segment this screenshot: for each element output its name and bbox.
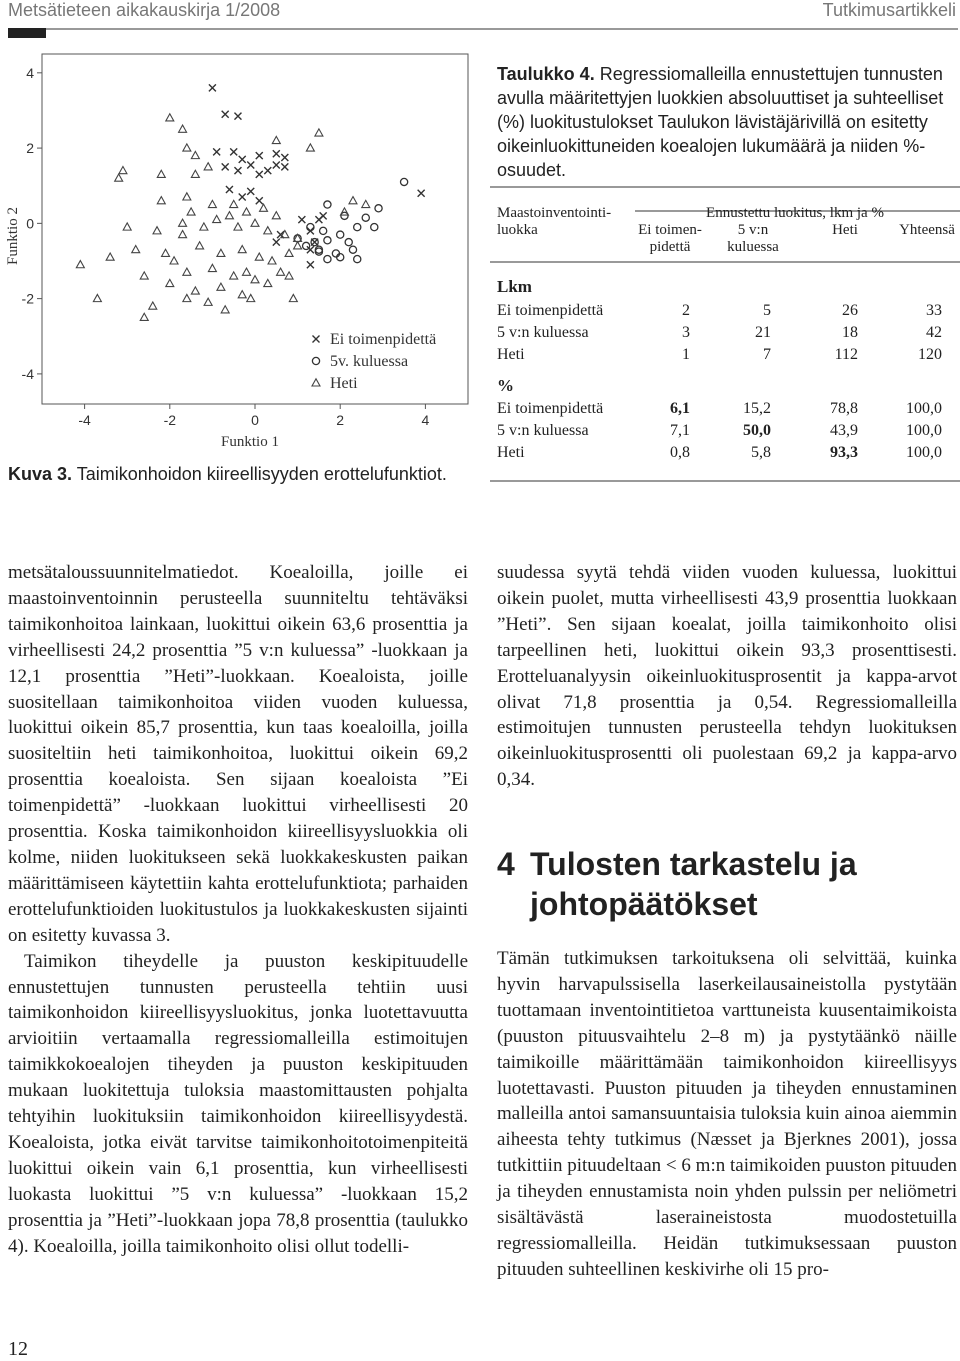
body-column-left: [8, 560, 468, 1259]
triangle-marker: [285, 272, 293, 279]
triangle-marker: [217, 249, 225, 256]
lkm-row-label: Ei toimenpidettä: [497, 302, 604, 319]
triangle-marker: [179, 125, 187, 132]
triangle-marker: [115, 174, 123, 181]
triangle-marker: [264, 227, 272, 234]
triangle-marker: [213, 215, 221, 222]
percent-rows: [497, 400, 942, 461]
x-tick-label: -4: [78, 412, 91, 428]
journal-title: Metsätieteen aikakauskirja 1/2008: [8, 0, 281, 20]
triangle-marker: [140, 313, 148, 320]
circle-marker: [401, 178, 408, 185]
triangle-marker: [162, 249, 170, 256]
triangle-marker: [272, 212, 280, 219]
cross-marker: [239, 194, 246, 201]
plot-border: [42, 54, 468, 404]
section-title: Tulosten tarkastelu ja johtopäätökset: [530, 846, 857, 922]
triangle-marker: [149, 302, 157, 309]
y-tick-label: 2: [26, 140, 34, 157]
triangle-marker: [242, 268, 250, 275]
lkm-row-label: Heti: [497, 346, 525, 363]
table-caption-text: Regressiomalleilla ennustettujen tunnusten avulla määritettyjen luokkien absoluuttiset ja suhteelliset (%) luokitustulokset Taulukon lävistäjärivillä on esitetty oikeinluokittuneiden koealojen lukumäärä ja niiden %-osuudet.: [497, 64, 944, 180]
circle-marker: [320, 227, 327, 234]
table-label: Taulukko 4.: [497, 64, 595, 84]
y-axis-ticks: [22, 65, 42, 382]
triangle-marker: [183, 193, 191, 200]
legend-label: Heti: [330, 375, 358, 392]
triangle-marker: [225, 212, 233, 219]
triangle-marker: [221, 306, 229, 313]
header-col-heti: Heti: [832, 222, 858, 238]
circle-marker: [337, 231, 344, 238]
triangle-marker: [362, 200, 370, 207]
triangle-marker: [349, 197, 357, 204]
triangle-marker: [272, 136, 280, 143]
header-inventory-class-1: Maastoinventointi-: [497, 205, 612, 221]
triangle-marker: [93, 294, 101, 301]
lkm-row-cell: 21: [755, 324, 771, 341]
triangle-marker: [247, 294, 255, 301]
y-tick-label: -4: [21, 365, 34, 382]
header-rule: [8, 28, 958, 30]
x-tick-label: 2: [336, 412, 345, 428]
cross-marker: [256, 171, 263, 178]
triangle-marker: [183, 294, 191, 301]
circle-marker: [307, 224, 314, 231]
legend-triangle-marker: [312, 379, 320, 386]
triangle-marker: [183, 144, 191, 151]
circle-marker: [371, 224, 378, 231]
percent-row-label: 5 v:n kuluessa: [497, 422, 589, 439]
cross-marker: [307, 261, 314, 268]
lkm-row-cell: 26: [842, 302, 858, 319]
cross-marker: [281, 154, 288, 161]
header-col-ei-1: Ei toimen-: [638, 222, 702, 238]
table-caption: [497, 62, 957, 182]
triangle-marker: [315, 129, 323, 136]
percent-row-cell: 93,3: [830, 444, 858, 461]
percent-row-label: Heti: [497, 444, 525, 461]
triangle-marker: [191, 287, 199, 294]
cross-marker: [320, 212, 327, 219]
cross-marker: [273, 162, 280, 169]
section-percent: %: [497, 376, 514, 395]
triangle-marker: [191, 170, 199, 177]
header-col-total: Yhteensä: [899, 222, 955, 238]
triangle-marker: [260, 204, 268, 211]
triangle-marker: [140, 272, 148, 279]
y-tick-label: 0: [26, 215, 34, 232]
triangle-marker: [208, 200, 216, 207]
y-tick-label: 4: [26, 64, 34, 81]
percent-row-cell: 100,0: [906, 400, 942, 417]
lkm-row-cell: 42: [926, 324, 942, 341]
scatter-chart: [0, 40, 480, 470]
percent-row-cell: 100,0: [906, 444, 942, 461]
chart-legend: [312, 331, 436, 392]
circle-marker: [324, 237, 331, 244]
x-tick-label: -2: [163, 412, 177, 428]
lkm-row-cell: 33: [926, 302, 942, 319]
triangle-marker: [268, 257, 276, 264]
triangle-marker: [157, 170, 165, 177]
triangle-marker: [230, 200, 238, 207]
triangle-marker: [106, 253, 114, 260]
x-axis-label: Funktio 1: [221, 434, 279, 450]
triangle-marker: [204, 298, 212, 305]
header-inventory-class-2: luokka: [497, 222, 538, 238]
percent-row-label: Ei toimenpidettä: [497, 400, 604, 417]
cross-marker: [226, 186, 233, 193]
percent-row-cell: 6,1: [670, 400, 690, 417]
triangle-marker: [251, 219, 259, 226]
percent-row-cell: 50,0: [743, 422, 771, 439]
triangle-marker: [183, 268, 191, 275]
circle-marker: [324, 256, 331, 263]
percent-row-cell: 43,9: [830, 422, 858, 439]
header-predicted-group: Ennustettu luokitus, lkm ja %: [706, 205, 884, 221]
triangle-marker: [170, 257, 178, 264]
cross-marker: [222, 111, 229, 118]
body-column-right-continued: [497, 946, 957, 1283]
circle-marker: [375, 205, 382, 212]
cross-marker: [209, 84, 216, 91]
circle-marker: [362, 214, 369, 221]
cross-marker: [264, 167, 271, 174]
triangle-marker: [153, 227, 161, 234]
lkm-row-cell: 5: [763, 302, 771, 319]
circle-marker: [354, 256, 361, 263]
classification-table: [490, 185, 960, 485]
cross-marker: [222, 163, 229, 170]
triangle-marker: [230, 272, 238, 279]
lkm-row-cell: 1: [682, 346, 690, 363]
body-paragraph: metsätaloussuunnitelmatiedot. Koealoilla, joille ei maastoinventoinnin perusteella suunniteltu tehtäväksi taimikonhoitoa lainkaan, luokittui oikein 63,6 prosenttia ja virheellisesti 24,2 prosenttia ”5 v:n kuluessa” -luokkaan ja 12,1 prosenttia ”Heti”-luokkaan. Koealoista, joille suositellaan taimikonhoitoa viiden vuoden kuluessa, luokittui oikein 85,7 prosenttia, kun taas koealoilla, joilla suositeltiin heti taimikonhoitoa, luokittui oikein 69,2 prosenttia koealoista. Sen sijaan koealoista ”Ei toimenpidettä” -luokkaan luokittui virheellisesti 20 prosenttia. Koska taimikonhoidon kiireellisyysluokkia oli kolme, niiden luokitukseen sekä luokkakeskusten paikan määrittämiseen käytettiin kahta erottelufunktiota; parhaiden erottelufunktioiden luokitustulos ja luokkakeskusten sijainti on esitetty kuvassa 3.: [8, 562, 468, 946]
x-tick-label: 0: [251, 412, 259, 428]
triangle-marker: [166, 114, 174, 121]
triangle-marker: [208, 264, 216, 271]
lkm-row-cell: 120: [918, 346, 942, 363]
lkm-rows: [497, 302, 942, 363]
cross-marker: [234, 113, 241, 120]
header-col-5v-1: 5 v:n: [737, 222, 769, 238]
percent-row-cell: 100,0: [906, 422, 942, 439]
triangle-marker: [119, 166, 127, 173]
triangle-marker: [238, 291, 246, 298]
lkm-row-cell: 7: [763, 346, 771, 363]
circle-marker: [303, 242, 310, 249]
cross-marker: [256, 197, 263, 204]
cross-marker: [247, 188, 254, 195]
percent-row-cell: 15,2: [743, 400, 771, 417]
section-number: 4: [497, 846, 515, 882]
triangle-marker: [196, 242, 204, 249]
circle-marker: [345, 239, 352, 246]
triangle-marker: [187, 208, 195, 215]
x-tick-label: 4: [421, 412, 430, 428]
triangle-marker: [166, 279, 174, 286]
circle-marker: [349, 246, 356, 253]
body-paragraph: suudessa syytä tehdä viiden vuoden kuluessa, luokittui oikein puolet, mutta virheellisesti 43,9 prosenttia luokkaan ”Heti”. Sen sijaan koealat, joilla taimikonhoito olisi tarpeellinen heti, luokittui oikein 93,3 prosenttisesti. Erotteluanalyysin oikeinluokitusprosentit ja kappa-arvot olivat 71,8 prosenttia ja 0,54. Regressiomalleilla estimoitujen tunnusten perusteella tehdyn luokituksen oikeinluokitusprosentti oli puolestaan 69,2 ja kappa-arvo 0,34.: [497, 562, 957, 791]
triangle-marker: [191, 151, 199, 158]
figure-label: Kuva 3.: [8, 464, 73, 484]
triangle-marker: [340, 208, 348, 215]
percent-row-cell: 78,8: [830, 400, 858, 417]
triangle-marker: [204, 163, 212, 170]
header-col-ei-2: pidettä: [649, 239, 691, 255]
lkm-row-label: 5 v:n kuluessa: [497, 324, 589, 341]
triangle-marker: [157, 197, 165, 204]
body-column-right: [497, 560, 957, 793]
cross-marker: [247, 162, 254, 169]
percent-row-cell: 0,8: [670, 444, 690, 461]
triangle-marker: [306, 144, 314, 151]
triangle-marker: [277, 268, 285, 275]
cross-marker: [281, 163, 288, 170]
triangle-marker: [234, 223, 242, 230]
cross-marker: [273, 239, 280, 246]
y-axis-label: Funktio 2: [5, 207, 21, 265]
plot-frame: [42, 54, 468, 404]
triangle-marker: [264, 279, 272, 286]
cross-marker: [256, 152, 263, 159]
cross-marker: [239, 156, 246, 163]
triangle-marker: [123, 223, 131, 230]
cross-marker: [234, 167, 241, 174]
body-paragraph: Tämän tutkimuksen tarkoituksena oli selvittää, kuinka hyvin harvapulssisella laserkeilausaineistolla pystytään tuottamaan inventointitietoa varttuneista kuusentaimikoista (puuston pituusvaihtelu 2–8 m) ja pystytäänkö näille taimikoille määrittämään taimikonhoidon kiireellisyys luotettavasti. Puuston pituuden ja tiheyden ennustaminen malleilla antoi samansuuntaisia tuloksia kuin ainoa aiemmin aiheesta tehty tutkimus (Næsset ja Bjerknes 2001), jossa tutkittiin pituudeltaan < 6 m:n taimikoiden puuston pituuden ja tiheyden ennustamista noin yhden pulssin per neliömetri sisältävästä laseraineistosta muodostetuilla regressiomalleilla. Heidän tutkimuksessaan puuston pituuden suhteellinen keskivirhe oli 15 pro-: [497, 948, 957, 1280]
lkm-row-cell: 18: [842, 324, 858, 341]
lkm-row-cell: 3: [682, 324, 690, 341]
cross-marker: [213, 148, 220, 155]
circle-marker: [354, 224, 361, 231]
percent-row-cell: 5,8: [751, 444, 771, 461]
figure-caption-text: Taimikonhoidon kiireellisyyden erottelufunktiot.: [76, 464, 447, 484]
legend-circle-marker: [312, 357, 319, 364]
x-axis-ticks: [78, 404, 429, 428]
legend-cross-marker: [313, 336, 320, 343]
y-tick-label: -2: [21, 290, 34, 307]
triangle-marker: [217, 283, 225, 290]
triangle-marker: [255, 253, 263, 260]
triangle-marker: [200, 223, 208, 230]
triangle-marker: [238, 245, 246, 252]
triangle-marker: [76, 261, 84, 268]
cross-marker: [418, 190, 425, 197]
section-label: Tutkimusartikkeli: [822, 0, 956, 20]
cross-marker: [230, 148, 237, 155]
header-col-5v-2: kuluessa: [727, 239, 779, 255]
triangle-marker: [179, 230, 187, 237]
legend-label: 5v. kuluessa: [330, 353, 409, 370]
triangle-marker: [285, 249, 293, 256]
percent-row-cell: 7,1: [670, 422, 690, 439]
cross-marker: [273, 150, 280, 157]
legend-label: Ei toimenpidettä: [330, 331, 437, 348]
data-points: [76, 84, 424, 320]
header-block: [8, 28, 46, 38]
triangle-marker: [132, 245, 140, 252]
lkm-row-cell: 2: [682, 302, 690, 319]
cross-marker: [298, 216, 305, 223]
page-number: 12: [8, 1338, 28, 1360]
section-lkm: Lkm: [497, 277, 532, 296]
circle-marker: [324, 201, 331, 208]
triangle-marker: [179, 219, 187, 226]
triangle-marker: [242, 208, 250, 215]
triangle-marker: [289, 294, 297, 301]
triangle-marker: [251, 276, 259, 283]
lkm-row-cell: 112: [834, 346, 858, 363]
running-header: [8, 0, 958, 22]
triangle-marker: [294, 242, 302, 249]
body-paragraph: Taimikon tiheydelle ja puuston keskipituudelle ennustettujen tunnusten perusteella tehtiin uusi taimikonhoidon kiireellisyysluokitus, jonka luotettavuutta arvioitiin vertaamalla regressiomalleilla estimoitujen taimikkokoealojen tiheyden ja puuston keskipituuden mukaan luokitettuja tuloksia maastomittausten pohjalta tehtyihin luokituksiin taimikonhoidon kiireellisyydestä. Koealoista, jotka eivät tarvitse taimikonhoitotoimenpiteitä luokittui oikein vain 6,1 prosenttia, kun virheellisesti luokasta luokittui ”5 v:n kuluessa” -luokkaan 15,2 prosenttia ja ”Heti”-luokkaan jopa 78,8 prosenttia (taulukko 4). Koealoilla, joilla taimikonhoito olisi ollut todelli-: [8, 950, 468, 1257]
figure-caption: [8, 462, 470, 487]
